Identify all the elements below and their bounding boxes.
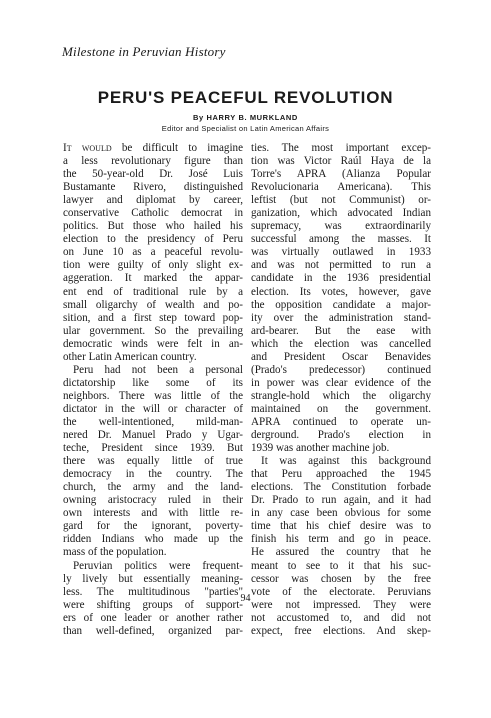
text-line: 1939 was another machine job. [251,442,390,455]
text-line: were not impressed. They were [251,598,431,611]
text-line: mass of the population. [63,546,167,559]
text-line: democratic winds were felt in an- [63,337,243,350]
text-line: time that his chief desire was to [251,520,431,533]
text-line: ganization, which advocated Indian [251,207,431,220]
text-line: Peruvian politics were frequent- [73,559,243,572]
text-line: owning aristocracy ruled in their [63,494,243,507]
text-line: ers of one leader or another rather [63,611,243,624]
text-line: Dr. Prado to run again, and it had [251,494,431,507]
running-head: Milestone in Peruvian History [62,44,226,59]
text-line: Torre's APRA (Alianza Popular [251,168,431,181]
text-line: ly lively but essentially meaning- [63,572,243,585]
text-line: election. Its votes, however, gave [251,285,431,298]
text-line: on June 10 as a peaceful revolu- [63,246,243,259]
text-line: there was equally little of true [63,455,243,468]
text-line: a less revolutionary figure than [63,155,243,168]
text-line: aggeration. It marked the appar- [63,272,243,285]
text-line: democracy in the country. The [63,468,243,481]
text-line: church, the army and the land- [63,481,243,494]
text-line: was virtually outlawed in 1933 [251,246,431,259]
text-line: ent end of traditional rule by a [63,285,243,298]
right-text-column [251,142,431,638]
author-affiliation: Editor and Specialist on Latin American Affairs [161,124,330,133]
text-line: ard-bearer. But the ease with [251,324,431,337]
text-line: expect, free elections. And skep- [251,624,431,637]
text-line: APRA continued to operate un- [251,415,431,428]
text-line: It would be difficult to imagine [63,142,243,154]
text-line: ties. The most important excep- [251,142,431,154]
text-line: Bustamante Rivero, distinguished [63,181,243,194]
text-line: nered Dr. Manuel Prado y Ugar- [63,429,243,442]
text-line: dictator in the will or character of [63,402,243,415]
text-line: Peru had not been a personal [73,363,243,376]
text-line: than well-defined, organized par- [63,624,243,637]
text-line: politics. But those who hailed his [63,220,243,233]
text-line: the 50-year-old Dr. José Luis [63,168,243,181]
text-line: ridden Indians who made up the [63,533,243,546]
text-line: teche, President since 1939. But [63,442,243,455]
text-line: tion were guilty of only slight ex- [63,259,243,272]
text-line: which the election was cancelled [251,337,431,350]
text-line: finish his term and go in peace. [251,533,431,546]
page-number: 94 [240,593,251,604]
article-byline: By HARRY B. MURKLAND [193,113,298,122]
text-line: leftist (but not Communist) or- [251,194,431,207]
text-line: conservative Catholic democrat in [63,207,243,220]
text-line: that Peru approached the 1945 [251,468,431,481]
text-line: supremacy, was extraordinarily [251,220,431,233]
text-line: derground. Prado's election in [251,429,431,442]
text-line: sition, and a first step toward pop- [63,311,243,324]
text-line: and President Oscar Benavides [251,350,431,363]
text-line: the well-intentioned, mild-man- [63,415,243,428]
text-line: cessor was chosen by the free [251,572,431,585]
text-line: strangle-hold which the oligarchy [251,389,431,402]
text-line: ular government. So the prevailing [63,324,243,337]
text-line: were shifting groups of support- [63,598,243,611]
text-line: successful among the masses. It [251,233,431,246]
text-line: It was against this background [261,455,431,468]
text-line: ity over the administration stand- [251,311,431,324]
text-line: lawyer and diplomat by career, [63,194,243,207]
text-line: in any case been obvious for some [251,507,431,520]
text-line: neighbors. There was little of the [63,389,243,402]
text-line: election to the presidency of Peru [63,233,243,246]
text-line: candidate in the 1936 presidential [251,272,431,285]
text-line: meant to see to it that his suc- [251,559,431,572]
text-line: maintained on the government. [251,402,431,415]
text-line: gard for the ignorant, poverty- [63,520,243,533]
text-line: He assured the country that he [251,546,431,559]
text-line: own interests and with little re- [63,507,243,520]
text-line: less. The multitudinous "parties" [63,585,243,598]
article-title: PERU'S PEACEFUL REVOLUTION [97,88,394,107]
opening-words: It would [63,142,112,154]
text-line: and was not permitted to run a [251,259,431,272]
left-text-column [63,142,243,638]
text-line: not accustomed to, and did not [251,611,431,624]
text-line: (Prado's predecessor) continued [251,363,431,376]
text-line: vote of the electorate. Peruvians [251,585,431,598]
text-line: the opposition candidate a major- [251,298,431,311]
text-line: Revolucionaria Americana). This [251,181,431,194]
text-line: other Latin American country. [63,350,197,363]
text-line: tion was Victor Raúl Haya de la [251,155,431,168]
text-line: elections. The Constitution forbade [251,481,431,494]
text-line: in power was clear evidence of the [251,376,431,389]
text-line: dictatorship like some of its [63,376,243,389]
text-line: small oligarchy of wealth and po- [63,298,243,311]
